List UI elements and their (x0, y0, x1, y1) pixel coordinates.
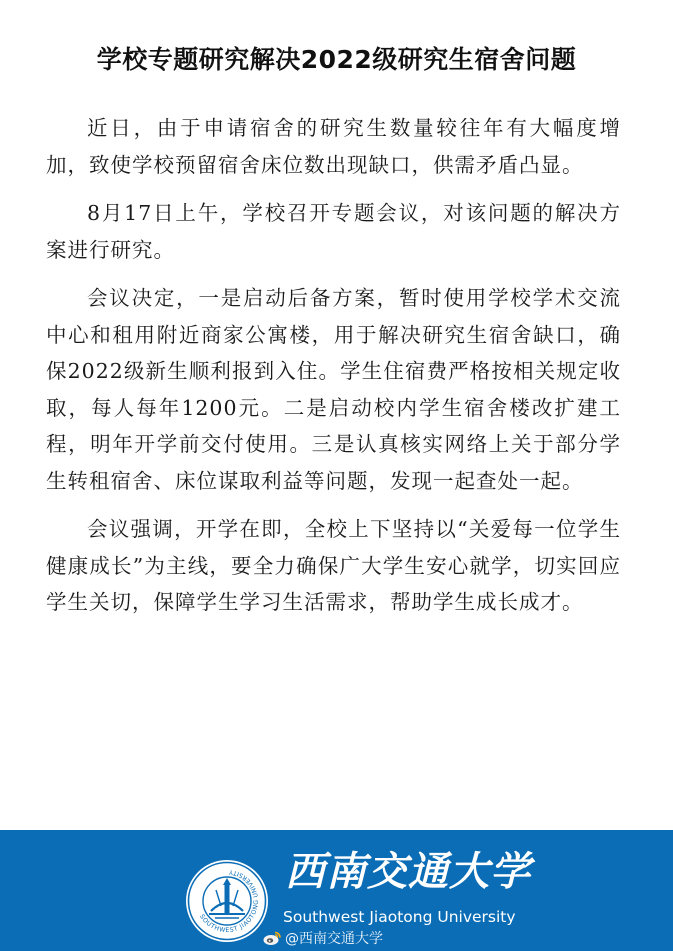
paragraph-2: 8月17日上午，学校召开专题会议，对该问题的解决方案进行研究。 (46, 201, 621, 262)
page-title: 学校专题研究解决2022级研究生宿舍问题 (96, 45, 577, 74)
university-name-chinese: 西南交通大学 (285, 848, 531, 895)
paragraph-4: 会议强调，开学在即，全校上下坚持以“关爱每一位学生健康成长”为主线，要全力确保广大学生安心就学，切实回应学生关切，保障学生学习生活需求，帮助学生成长成才。 (46, 517, 621, 614)
watermark-text: @西南交通大学 (285, 931, 383, 947)
svg-text:SOUTHWEST JIAOTONG UNIVERSITY: SOUTHWEST JIAOTONG UNIVERSITY (198, 867, 261, 935)
university-name-english: Southwest Jiaotong University (283, 908, 516, 926)
university-footer-banner (0, 830, 673, 951)
paragraph-3: 会议决定，一是启动后备方案，暂时使用学校学术交流中心和租用附近商家公寓楼，用于解决研究生宿舍缺口，确保2022级新生顺利报到入住。学生住宿费严格按相关规定收取，每人每年1200元。二是启动校内学生宿舍楼改扩建工程，明年开学前交付使用。三是认真核实网络上关于部分学生转租宿舍、床位谋取利益等问题，发现一起查处一起。 (46, 286, 621, 493)
university-seal-icon (185, 859, 269, 943)
paragraph-1: 近日，由于申请宿舍的研究生数量较往年有大幅度增加，致使学校预留宿舍床位数出现缺口，供需矛盾凸显。 (46, 116, 621, 177)
weibo-icon (262, 930, 282, 946)
weibo-watermark (262, 928, 383, 948)
article-body (46, 110, 621, 633)
